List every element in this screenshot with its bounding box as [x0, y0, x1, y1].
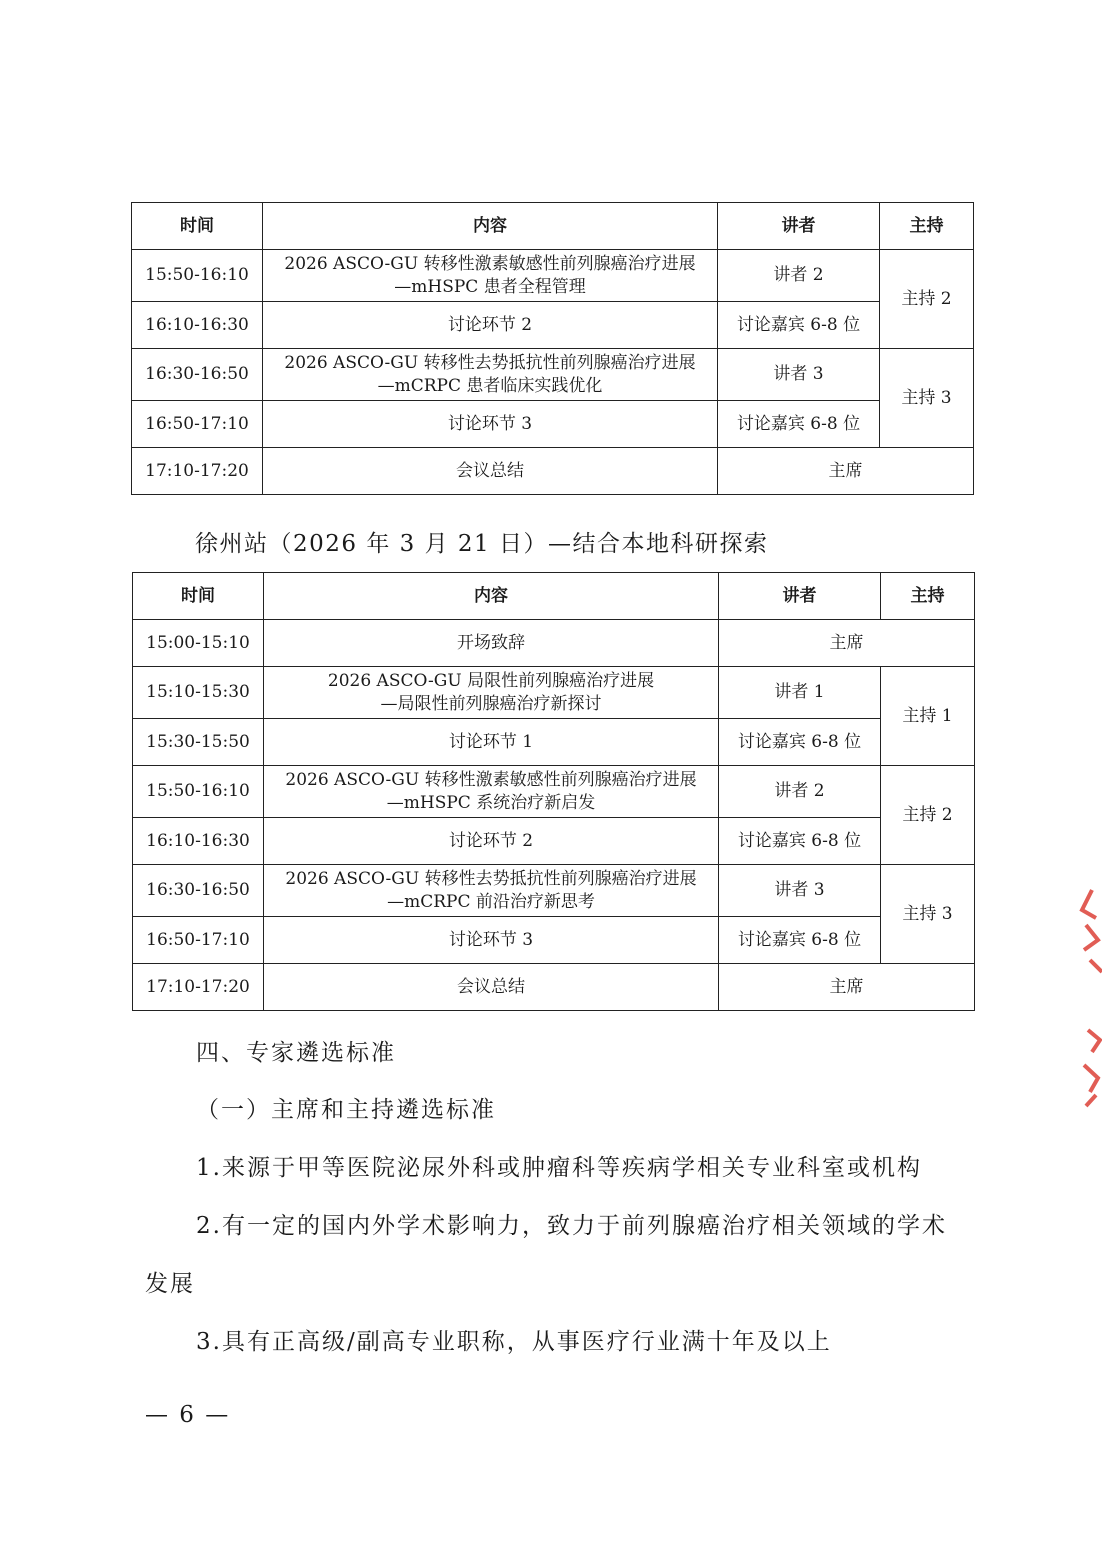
cell-speaker: 讨论嘉宾 6-8 位: [718, 302, 880, 349]
table-row: [133, 917, 975, 964]
cell-speaker: 讨论嘉宾 6-8 位: [719, 818, 881, 865]
table-row: [133, 719, 975, 766]
content-line: —局限性前列腺癌治疗新探讨: [380, 693, 602, 714]
cell-time: 16:50-17:10: [132, 401, 263, 448]
cell-speaker: 主席: [719, 964, 975, 1011]
content-line: —mHSPC 系统治疗新启发: [386, 792, 596, 813]
cell-speaker: 主席: [719, 620, 975, 667]
cell-content: 讨论环节 2: [264, 818, 719, 865]
table-row: [132, 401, 974, 448]
cell-time: 15:50-16:10: [133, 766, 264, 818]
cell-speaker: 讲者 2: [719, 766, 881, 818]
page-number: — 6 —: [145, 1402, 231, 1428]
content-line: —mCRPC 前沿治疗新思考: [387, 891, 595, 912]
cell-time: 15:10-15:30: [133, 667, 264, 719]
cell-host: 主持 2: [880, 250, 974, 349]
cell-content: [263, 349, 718, 401]
table-header-row: [133, 573, 975, 620]
cell-time: 15:30-15:50: [133, 719, 264, 766]
table-row: [133, 964, 975, 1011]
table-row: [133, 667, 975, 719]
schedule-table-1: [131, 202, 974, 495]
content-line: 2026 ASCO-GU 转移性去势抵抗性前列腺癌治疗进展: [285, 868, 697, 889]
schedule-table-2: [132, 572, 975, 1011]
subsection-heading: （一）主席和主持遴选标准: [196, 1097, 496, 1123]
table-row: [133, 766, 975, 818]
cell-host: 主持 2: [881, 766, 975, 865]
header-speaker: 讲者: [719, 573, 881, 620]
table-row: [133, 818, 975, 865]
content-line: 2026 ASCO-GU 转移性激素敏感性前列腺癌治疗进展: [285, 769, 697, 790]
table-row: [132, 302, 974, 349]
header-time: 时间: [132, 203, 263, 250]
header-host: 主持: [880, 203, 974, 250]
header-content: 内容: [264, 573, 719, 620]
content-line: —mCRPC 患者临床实践优化: [377, 375, 603, 396]
content-line: —mHSPC 患者全程管理: [394, 276, 586, 297]
table-row: [132, 448, 974, 495]
criteria-item-2: 2.有一定的国内外学术影响力，致力于前列腺癌治疗相关领域的学术: [196, 1213, 947, 1239]
content-line: 2026 ASCO-GU 局限性前列腺癌治疗进展: [327, 670, 655, 691]
cell-content: 开场致辞: [264, 620, 719, 667]
header-time: 时间: [133, 573, 264, 620]
cell-time: 16:10-16:30: [132, 302, 263, 349]
header-host: 主持: [881, 573, 975, 620]
cell-time: 17:10-17:20: [132, 448, 263, 495]
cell-content: 讨论环节 1: [264, 719, 719, 766]
criteria-item-3: 3.具有正高级/副高专业职称，从事医疗行业满十年及以上: [196, 1329, 832, 1355]
cell-content: 讨论环节 2: [263, 302, 718, 349]
cell-time: 16:30-16:50: [132, 349, 263, 401]
cell-speaker: 讲者 2: [718, 250, 880, 302]
cell-host: 主持 3: [880, 349, 974, 448]
seal-stamp-fragment: [1062, 880, 1102, 1110]
section-title: 徐州站（2026 年 3 月 21 日）—结合本地科研探索: [195, 531, 769, 557]
cell-host: 主持 3: [881, 865, 975, 964]
cell-content: [264, 667, 719, 719]
cell-content: [263, 250, 718, 302]
cell-content: 会议总结: [264, 964, 719, 1011]
cell-speaker: 讨论嘉宾 6-8 位: [718, 401, 880, 448]
cell-speaker: 讲者 3: [719, 865, 881, 917]
table-row: [133, 865, 975, 917]
cell-time: 16:50-17:10: [133, 917, 264, 964]
cell-time: 16:10-16:30: [133, 818, 264, 865]
cell-content: 会议总结: [263, 448, 718, 495]
table-row: [132, 250, 974, 302]
table-header-row: [132, 203, 974, 250]
section-heading-4: 四、专家遴选标准: [196, 1040, 396, 1066]
cell-speaker: 讲者 3: [718, 349, 880, 401]
cell-content: [264, 865, 719, 917]
cell-content: [264, 766, 719, 818]
table-row: [132, 349, 974, 401]
content-line: 2026 ASCO-GU 转移性激素敏感性前列腺癌治疗进展: [284, 253, 696, 274]
table-row: [133, 620, 975, 667]
content-line: 2026 ASCO-GU 转移性去势抵抗性前列腺癌治疗进展: [284, 352, 696, 373]
header-speaker: 讲者: [718, 203, 880, 250]
criteria-item-1: 1.来源于甲等医院泌尿外科或肿瘤科等疾病学相关专业科室或机构: [196, 1155, 922, 1181]
cell-speaker: 讲者 1: [719, 667, 881, 719]
cell-content: 讨论环节 3: [263, 401, 718, 448]
cell-time: 15:00-15:10: [133, 620, 264, 667]
cell-time: 16:30-16:50: [133, 865, 264, 917]
header-content: 内容: [263, 203, 718, 250]
criteria-item-2-continued: 发展: [145, 1271, 195, 1297]
cell-time: 17:10-17:20: [133, 964, 264, 1011]
cell-speaker: 讨论嘉宾 6-8 位: [719, 917, 881, 964]
cell-speaker: 讨论嘉宾 6-8 位: [719, 719, 881, 766]
cell-content: 讨论环节 3: [264, 917, 719, 964]
cell-time: 15:50-16:10: [132, 250, 263, 302]
cell-speaker: 主席: [718, 448, 974, 495]
cell-host: 主持 1: [881, 667, 975, 766]
